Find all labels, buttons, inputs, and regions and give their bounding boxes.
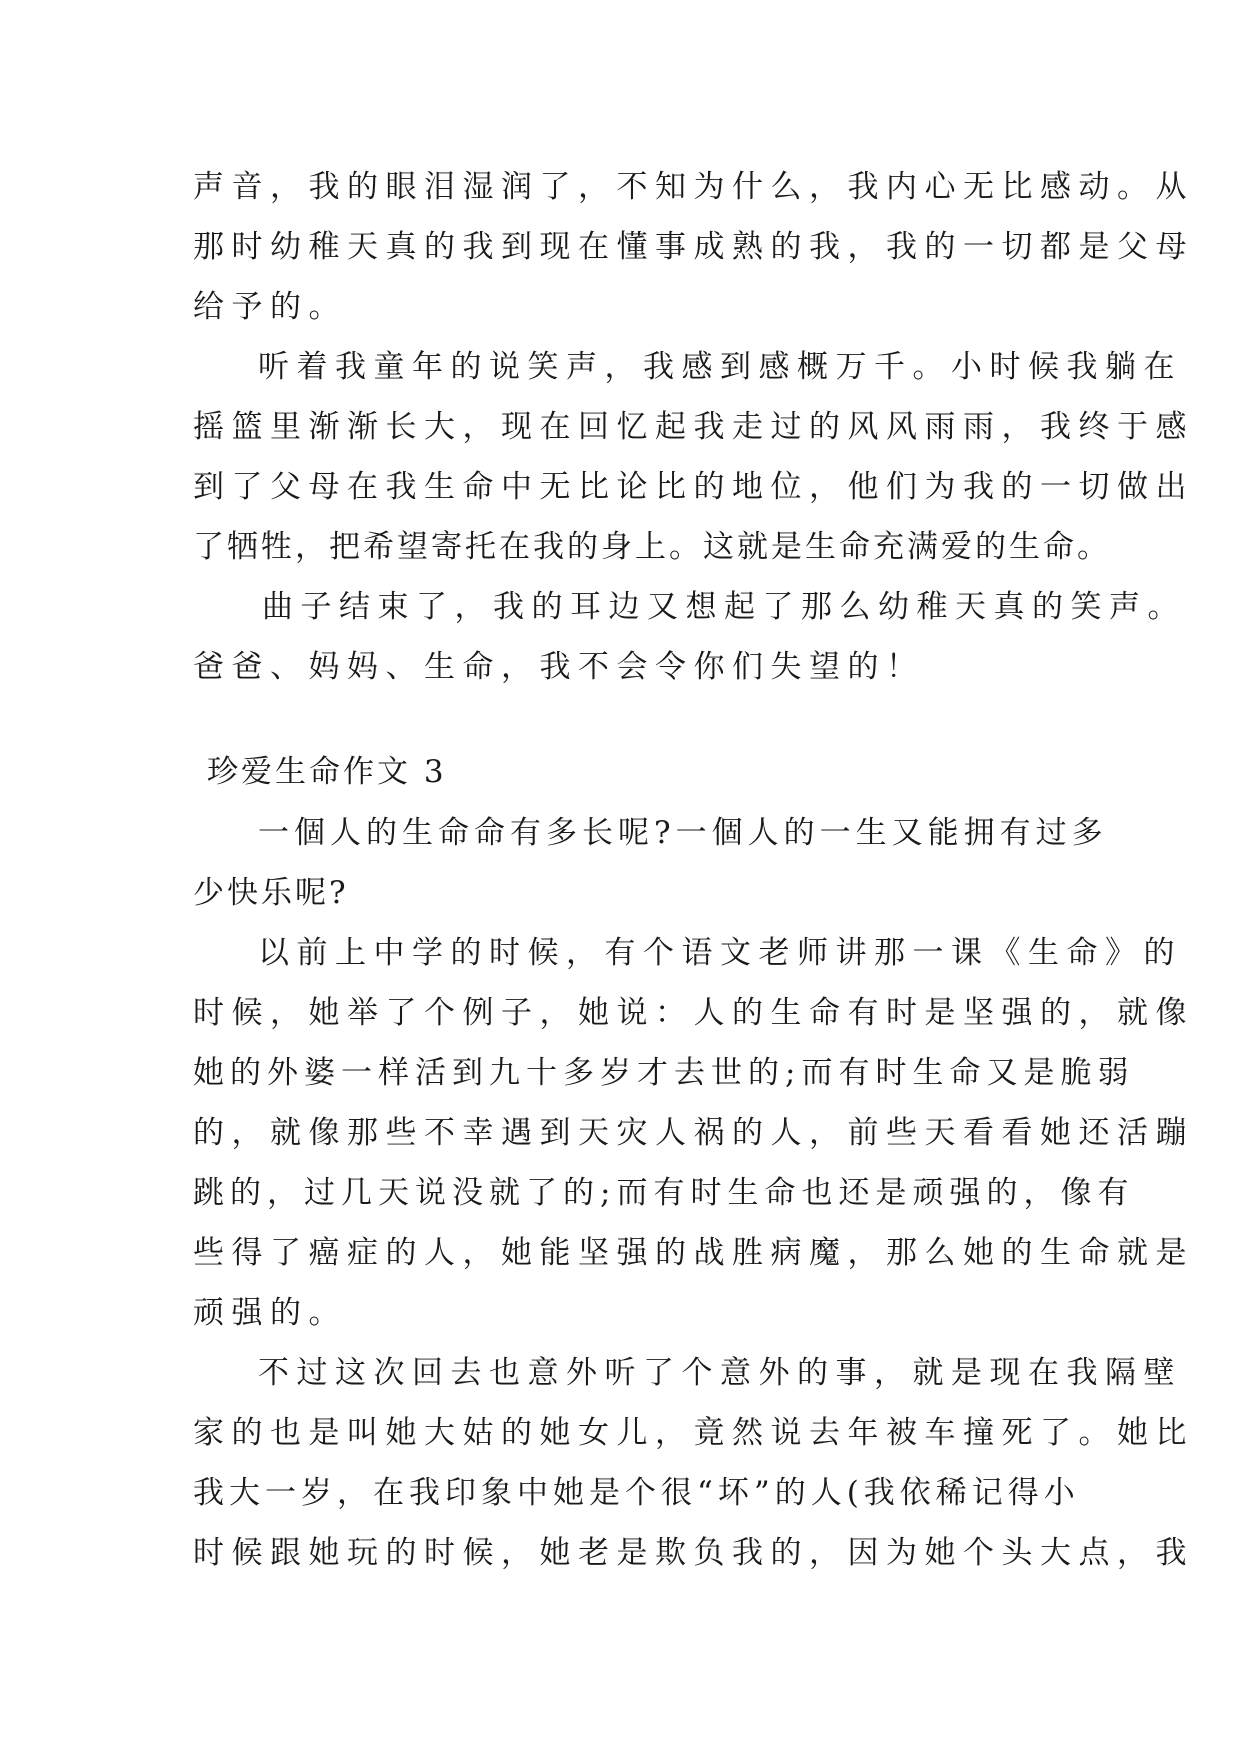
text-line: 家的也是叫她大姑的她女儿，竟然说去年被车撞死了。她比 bbox=[193, 1415, 1194, 1451]
text-line: 摇篮里渐渐长大，现在回忆起我走过的风风雨雨，我终于感 bbox=[193, 409, 1194, 445]
text-line: 跳的，过几天说没就了的;而有时生命也还是顽强的，像有 bbox=[193, 1175, 1135, 1211]
text-line: 以前上中学的时候，有个语文老师讲那一课《生命》的 bbox=[258, 935, 1182, 971]
text-line: 给予的。 bbox=[193, 289, 347, 325]
text-line: 听着我童年的说笑声，我感到感概万千。小时候我躺在 bbox=[258, 349, 1182, 385]
text-line: 我大一岁，在我印象中她是个很“坏”的人(我依稀记得小 bbox=[193, 1475, 1080, 1511]
text-line: 些得了癌症的人，她能坚强的战胜病魔，那么她的生命就是 bbox=[193, 1235, 1194, 1271]
text-line: 声音，我的眼泪湿润了，不知为什么，我内心无比感动。从 bbox=[193, 169, 1194, 205]
text-line: 时候，她举了个例子，她说：人的生命有时是坚强的，就像 bbox=[193, 995, 1194, 1031]
text-line: 时候跟她玩的时候，她老是欺负我的，因为她个头大点，我 bbox=[193, 1535, 1194, 1571]
text-line: 曲子结束了，我的耳边又想起了那么幼稚天真的笑声。 bbox=[262, 589, 1186, 625]
text-line: 那时幼稚天真的我到现在懂事成熟的我，我的一切都是父母 bbox=[193, 229, 1194, 265]
section-title: 珍爱生命作文 3 bbox=[207, 754, 447, 790]
text-line: 的，就像那些不幸遇到天灾人祸的人，前些天看看她还活蹦 bbox=[193, 1115, 1194, 1151]
text-line: 她的外婆一样活到九十多岁才去世的;而有时生命又是脆弱 bbox=[193, 1055, 1135, 1091]
text-line: 顽强的。 bbox=[193, 1295, 347, 1331]
text-line: 爸爸、妈妈、生命，我不会令你们失望的！ bbox=[193, 649, 925, 685]
text-line: 了牺牲，把希望寄托在我的身上。这就是生命充满爱的生命。 bbox=[193, 529, 1111, 565]
text-line: 一個人的生命命有多长呢?一個人的一生又能拥有过多 bbox=[258, 815, 1108, 851]
text-line: 少快乐呢? bbox=[193, 875, 349, 911]
text-line: 不过这次回去也意外听了个意外的事，就是现在我隔壁 bbox=[258, 1355, 1182, 1391]
text-line: 到了父母在我生命中无比论比的地位，他们为我的一切做出 bbox=[193, 469, 1194, 505]
